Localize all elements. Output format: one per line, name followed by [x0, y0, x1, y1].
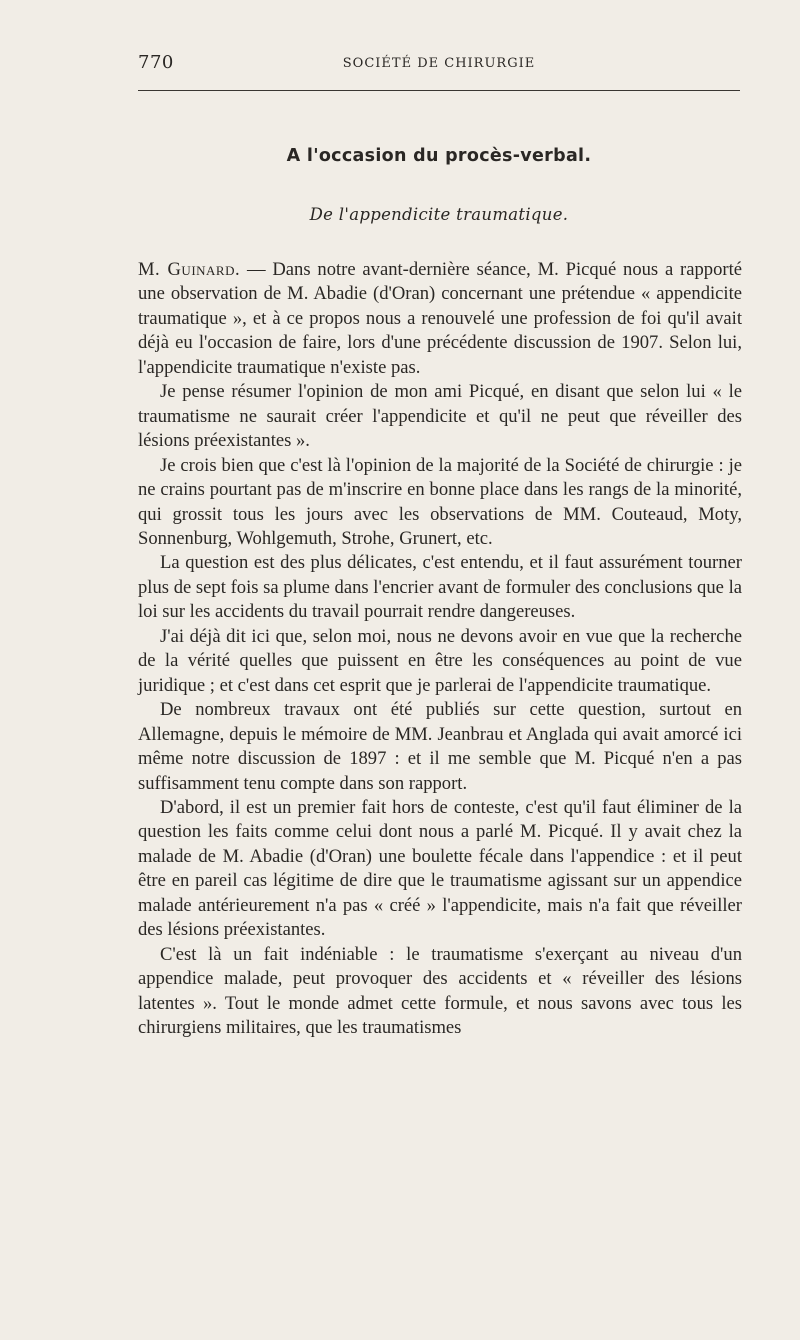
paragraph: Je crois bien que c'est là l'opinion de la majorité de la Société de chirurgie : je ne crains pourtant pas de m'inscrire en bonne place dans les rangs de la minorité, qui grossit tous les jours avec les observations de MM. Couteaud, Moty, Sonnenburg, Wohlgemuth, Strohe, Grunert, etc.	[138, 454, 742, 549]
paragraph: J'ai déjà dit ici que, selon moi, nous ne devons avoir en vue que la recherche de la vérité quelles que puissent en être les conséquences au point de vue juridique ; et c'est dans cet esprit que je parlerai de l'appendicite traumatique.	[138, 625, 742, 696]
paragraph-text: — Dans notre avant-dernière séance, M. Picqué nous a rapporté une observation de M. Abadie (d'Oran) concernant une prétendue « appendicite traumatique », et à ce propos nous a renouvelé une profession de foi qu'il avait déjà eu l'occasion de faire, lors d'une précédente discussion de 1907. Selon lui, l'appendicite traumatique n'existe pas.	[138, 259, 742, 378]
running-head: SOCIÉTÉ DE CHIRURGIE	[342, 56, 536, 71]
paragraph: D'abord, il est un premier fait hors de conteste, c'est qu'il faut éliminer de la question les faits comme celui dont nous a parlé M. Picqué. Il y avait chez la malade de M. Abadie (d'Oran) une boulette fécale dans l'appendice : et il peut être en pareil cas légitime de dire que le traumatisme agissant sur un appendice malade antérieurement n'a pas « créé » l'appendicite, mais n'a fait que réveiller des lésions préexistantes.	[138, 796, 742, 941]
paragraph: La question est des plus délicates, c'est entendu, et il faut assurément tourner plus de sept fois sa plume dans l'encrier avant de formuler des conclusions que la loi sur les accidents du travail pourrait rendre dangereuses.	[138, 552, 742, 623]
section-subtitle: De l'appendicite traumatique.	[309, 205, 569, 224]
paragraph: De nombreux travaux ont été publiés sur cette question, surtout en Allemagne, depuis le mémoire de MM. Jeanbrau et Anglada qui avait amorcé ici même notre discussion de 1897 : et il me semble que M. Picqué n'en a pas suffisamment tenu compte dans son rapport.	[138, 699, 742, 794]
section-title: A l'occasion du procès-verbal.	[286, 146, 592, 166]
speaker-name: M. Guinard.	[138, 259, 241, 280]
header-rule	[138, 90, 740, 91]
page-header	[138, 52, 740, 76]
paragraph: Je pense résumer l'opinion de mon ami Picqué, en disant que selon lui « le traumatisme ne saurait créer l'appendicite et qu'il ne peut que réveiller des lésions préexistantes ».	[138, 381, 742, 452]
article-body	[138, 258, 742, 1041]
page-number: 770	[138, 52, 174, 73]
paragraph: C'est là un fait indéniable : le traumatisme s'exerçant au niveau d'un appendice malade, peut provoquer des accidents et « réveiller des lésions latentes ». Tout le monde admet cette formule, et nous savons avec tous les chirurgiens militaires, que les traumatismes	[138, 943, 742, 1039]
paragraph	[138, 258, 742, 380]
